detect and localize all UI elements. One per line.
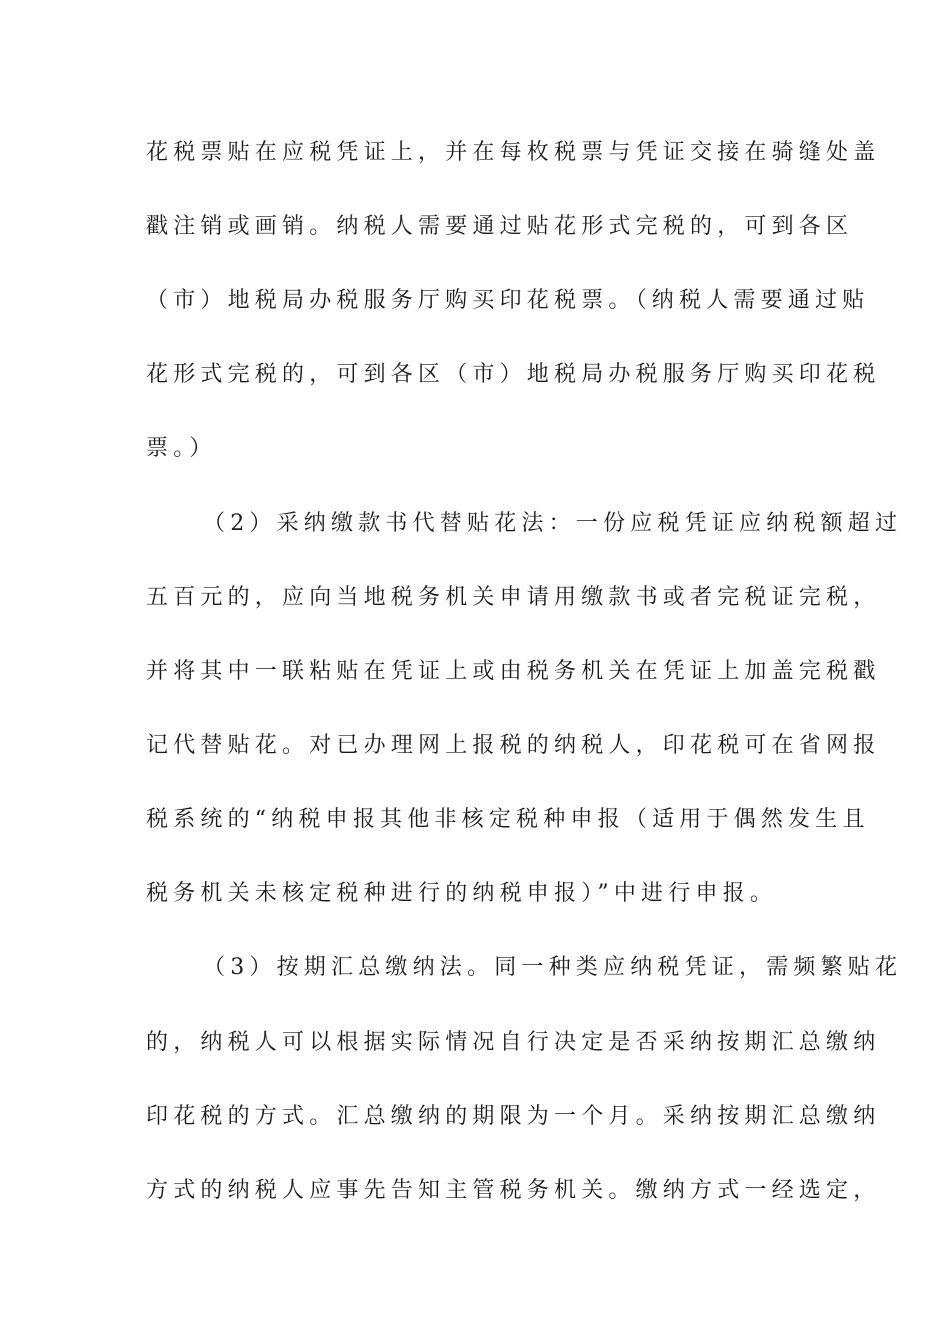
paragraph-3-start: （3）按期汇总缴纳法。同一种类应纳税凭证，需频繁贴花 <box>203 955 903 980</box>
text-line: 花税票贴在应税凭证上，并在每枚税票与凭证交接在骑缝处盖 <box>146 140 881 165</box>
text-line: 花形式完税的，可到各区（市）地税局办税服务厅购买印花税 <box>146 362 881 387</box>
text-line: 税系统的“纳税申报其他非核定税种申报（适用于偶然发生且 <box>146 807 870 832</box>
text-line: 的，纳税人可以根据实际情况自行决定是否采纳按期汇总缴纳 <box>146 1030 881 1055</box>
text-line: 票。） <box>146 436 217 461</box>
text-line: 记代替贴花。对已办理网上报税的纳税人，印花税可在省网报 <box>146 733 881 758</box>
text-line: （市）地税局办税服务厅购买印花税票。（纳税人需要通过贴 <box>146 288 870 313</box>
text-line: 五百元的，应向当地税务机关申请用缴款书或者完税证完税， <box>146 585 881 610</box>
text-line: 方式的纳税人应事先告知主管税务机关。缴纳方式一经选定， <box>146 1178 881 1203</box>
text-line: 戳注销或画销。纳税人需要通过贴花形式完税的，可到各区 <box>146 214 854 239</box>
text-line: 印花税的方式。汇总缴纳的期限为一个月。采纳按期汇总缴纳 <box>146 1104 881 1129</box>
text-line: 并将其中一联粘贴在凭证上或由税务机关在凭证上加盖完税戳 <box>146 659 881 684</box>
text-line: 税务机关未核定税种进行的纳税申报）”中进行申报。 <box>146 881 778 906</box>
paragraph-2-start: （2）采纳缴款书代替贴花法：一份应税凭证应纳税额超过 <box>203 511 903 536</box>
